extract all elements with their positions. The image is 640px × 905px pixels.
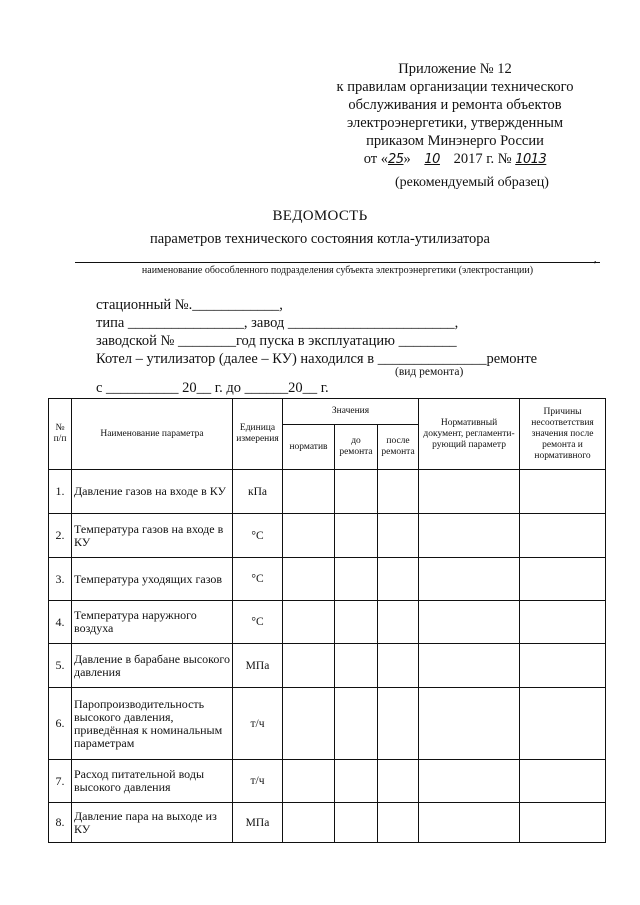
doc-cell	[419, 470, 520, 514]
appendix-block	[300, 60, 610, 169]
date-day: 25	[387, 152, 404, 167]
before-cell	[335, 558, 378, 601]
order-number: 1013	[515, 152, 547, 167]
doc-cell	[419, 558, 520, 601]
doc-cell	[419, 514, 520, 558]
before-cell	[335, 644, 378, 688]
header-norm: норматив	[283, 425, 335, 470]
parameter-name: Давление пара на выходе из КУ	[72, 803, 233, 843]
norm-cell	[283, 558, 335, 601]
norm-cell	[283, 688, 335, 760]
date-prefix: от «	[363, 151, 388, 167]
norm-cell	[283, 470, 335, 514]
boiler-fields	[96, 296, 537, 368]
header-doc: Нормативный документ, регламенти-рующий параметр	[419, 399, 520, 470]
parameter-name: Температура наружного воздуха	[72, 601, 233, 644]
row-number: 3.	[49, 558, 72, 601]
doc-cell	[419, 688, 520, 760]
after-cell	[378, 644, 419, 688]
parameter-name: Температура газов на входе в КУ	[72, 514, 233, 558]
table-row	[49, 644, 606, 688]
before-cell	[335, 601, 378, 644]
before-cell	[335, 803, 378, 843]
table-row	[49, 558, 606, 601]
parameter-unit: МПа	[233, 803, 283, 843]
period-field: с __________ 20__ г. до ______20__ г.	[96, 380, 329, 396]
row-number: 6.	[49, 688, 72, 760]
table-row	[49, 470, 606, 514]
table-row	[49, 688, 606, 760]
before-cell	[335, 470, 378, 514]
repair-kind-caption: (вид ремонта)	[395, 366, 464, 378]
parameter-name: Давление в барабане высокого давления	[72, 644, 233, 688]
sample-note: (рекомендуемый образец)	[395, 175, 549, 190]
parameter-unit: °С	[233, 601, 283, 644]
norm-cell	[283, 514, 335, 558]
appendix-number: Приложение № 12	[398, 61, 512, 77]
row-number: 4.	[49, 601, 72, 644]
norm-cell	[283, 644, 335, 688]
doc-cell	[419, 601, 520, 644]
parameter-name: Давление газов на входе в КУ	[72, 470, 233, 514]
header-num: № п/п	[49, 399, 72, 470]
after-cell	[378, 601, 419, 644]
after-cell	[378, 558, 419, 601]
comma-mark: ,	[594, 254, 597, 265]
doc-cell	[419, 803, 520, 843]
reason-cell	[520, 514, 606, 558]
after-cell	[378, 760, 419, 803]
after-cell	[378, 803, 419, 843]
parameter-name: Температура уходящих газов	[72, 558, 233, 601]
station-number-field: стационный №.____________,	[96, 297, 283, 313]
date-year: 2017 г. №	[449, 151, 516, 167]
parameter-unit: т/ч	[233, 688, 283, 760]
table-row	[49, 601, 606, 644]
appendix-line: электроэнергетики, утвержденным	[347, 115, 563, 131]
appendix-line: приказом Минэнерго России	[366, 133, 544, 149]
parameter-name: Паропроизводительность высокого давления, приведённая к номинальным параметрам	[72, 688, 233, 760]
table-row	[49, 760, 606, 803]
row-number: 8.	[49, 803, 72, 843]
appendix-line: к правилам организации технического	[336, 79, 574, 95]
row-number: 5.	[49, 644, 72, 688]
header-reasons: Причины несоответствия значения после ремонта и нормативного	[520, 399, 606, 470]
parameter-unit: °С	[233, 558, 283, 601]
before-cell	[335, 514, 378, 558]
reason-cell	[520, 558, 606, 601]
reason-cell	[520, 470, 606, 514]
after-cell	[378, 688, 419, 760]
header-values: Значения	[283, 399, 419, 425]
header-before: до ремонта	[335, 425, 378, 470]
after-cell	[378, 470, 419, 514]
norm-cell	[283, 803, 335, 843]
header-after: после ремонта	[378, 425, 419, 470]
reason-cell	[520, 688, 606, 760]
header-unit: Единица измерения	[233, 399, 283, 470]
doc-cell	[419, 760, 520, 803]
parameter-unit: °С	[233, 514, 283, 558]
document-title: ВЕДОМОСТЬ	[272, 208, 368, 224]
boiler-status-field: Котел – утилизатор (далее – КУ) находился в _______________ремонте	[96, 351, 538, 367]
date-mid: »	[403, 151, 415, 167]
appendix-date-line	[300, 150, 610, 169]
doc-cell	[419, 644, 520, 688]
document-subtitle: параметров технического состояния котла-утилизатора	[149, 231, 490, 247]
org-name-line	[75, 262, 600, 263]
reason-cell	[520, 803, 606, 843]
row-number: 1.	[49, 470, 72, 514]
header-name: Наименование параметра	[72, 399, 233, 470]
parameter-unit: т/ч	[233, 760, 283, 803]
table-row	[49, 803, 606, 843]
date-month: 10	[424, 152, 440, 167]
norm-cell	[283, 601, 335, 644]
norm-cell	[283, 760, 335, 803]
parameters-table	[48, 398, 606, 843]
row-number: 7.	[49, 760, 72, 803]
serial-year-field: заводской № ________год пуска в эксплуатацию ________	[96, 333, 457, 349]
parameter-unit: кПа	[233, 470, 283, 514]
appendix-line: обслуживания и ремонта объектов	[348, 97, 562, 113]
reason-cell	[520, 601, 606, 644]
before-cell	[335, 688, 378, 760]
type-plant-field: типа ________________, завод _______________________,	[96, 315, 459, 331]
parameter-unit: МПа	[233, 644, 283, 688]
after-cell	[378, 514, 419, 558]
table-row	[49, 514, 606, 558]
parameter-name: Расход питательной воды высокого давления	[72, 760, 233, 803]
org-caption: наименование обособленного подразделения субъекта электроэнергетики (электростанции)	[141, 265, 534, 276]
before-cell	[335, 760, 378, 803]
reason-cell	[520, 644, 606, 688]
reason-cell	[520, 760, 606, 803]
row-number: 2.	[49, 514, 72, 558]
